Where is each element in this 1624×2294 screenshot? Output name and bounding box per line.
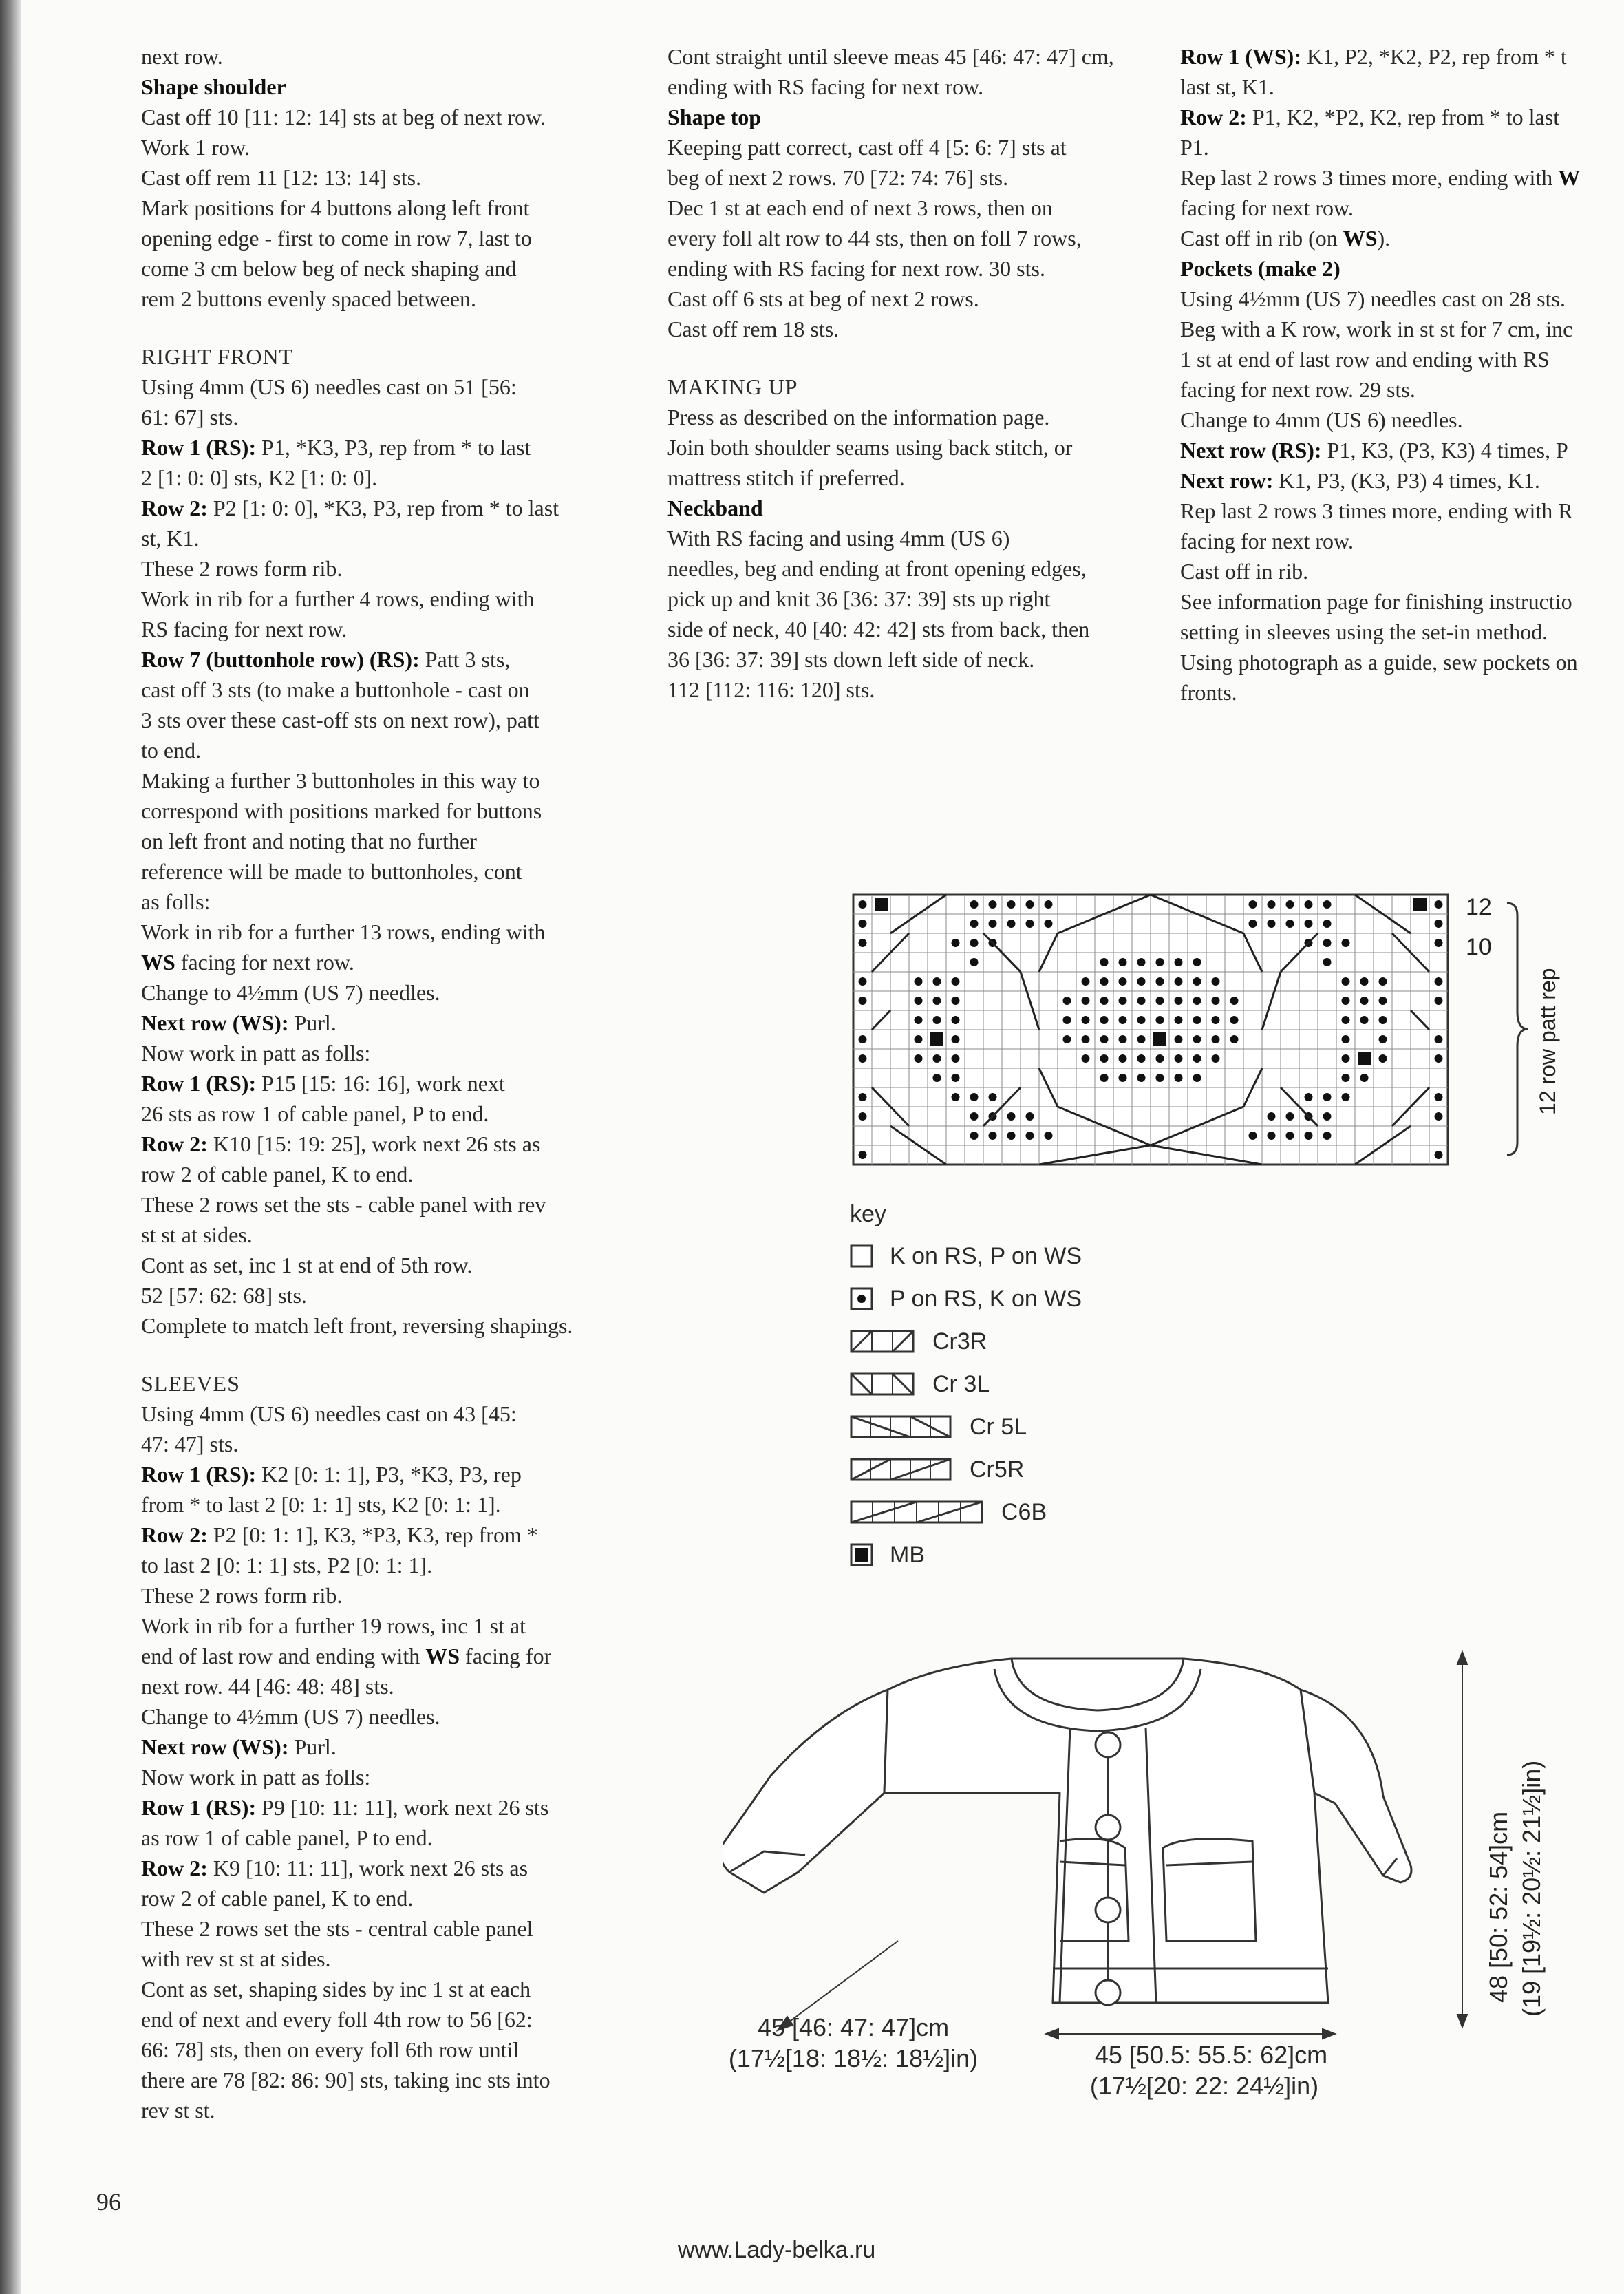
purl-stitch bbox=[1268, 900, 1276, 909]
purl-stitch bbox=[1007, 1132, 1016, 1140]
purl-stitch bbox=[1119, 1074, 1127, 1082]
purl-stitch bbox=[1323, 958, 1332, 966]
purl-stitch bbox=[1026, 1132, 1034, 1140]
rf-patt-row-2: Row 2: K10 [15: 19: 25], work next 26 sts as row 2 of cable panel, K to end. bbox=[141, 1132, 541, 1187]
purl-stitch bbox=[1156, 1074, 1164, 1082]
purl-stitch bbox=[1193, 1054, 1201, 1063]
making-up-text: Press as described on the information page. Join both shoulder seams using back stitch, or mattress stitch if preferred. bbox=[667, 405, 1073, 490]
purl-stitch bbox=[1156, 1016, 1164, 1024]
purl-stitch bbox=[1137, 1016, 1146, 1024]
sleeve-cont: Cont straight until sleeve meas 45 [46: 47: 47] cm, ending with RS facing for next row. bbox=[667, 44, 1114, 99]
key-item-mb bbox=[850, 1533, 1194, 1576]
text-line: come 3 cm below beg of neck shaping and bbox=[141, 256, 517, 281]
purl-stitch bbox=[1268, 920, 1276, 928]
heading-neckband: Neckband bbox=[667, 496, 763, 520]
rf-buttonholes: Making a further 3 buttonholes in this way to correspond with positions marked for buttons on left front and noting that no further reference will be made to buttonholes, cont as folls: bbox=[141, 768, 542, 914]
purl-stitch bbox=[952, 997, 960, 1005]
rf-rib-1: These 2 rows form rib. bbox=[141, 556, 343, 581]
purl-stitch bbox=[1268, 1112, 1276, 1121]
purl-stitch bbox=[952, 1074, 960, 1082]
purl-stitch bbox=[1435, 1112, 1443, 1121]
pockets-text: Using 4½mm (US 7) needles cast on 28 sts. Beg with a K row, work in st st for 7 cm, inc 1 st at end of last row and ending with RS facing for next row. 29 sts. Change to 4mm (US 6) needles. bbox=[1180, 286, 1573, 432]
purl-stitch bbox=[1193, 997, 1201, 1005]
key-label: MB bbox=[890, 1541, 925, 1568]
key-item-knit bbox=[850, 1235, 1194, 1277]
purl-stitch bbox=[1082, 1016, 1090, 1024]
pockets-end: Rep last 2 rows 3 times more, ending with R facing for next row. Cast off in rib. See information page for finishing instructio setting in sleeves using the set-in method. Using photograph as a guide, sew pockets on fronts. bbox=[1180, 498, 1578, 705]
neckband-text: With RS facing and using 4mm (US 6) needles, beg and ending at front opening edges, pick up and knit 36 [36: 37: 39] sts up right side of neck, 40 [40: 42: 42] sts from back, then 36 [36: 37: 39] sts down left side of neck. 112 [112: 116: 120] sts. bbox=[667, 526, 1090, 702]
purl-stitch bbox=[1360, 977, 1369, 986]
purl-stitch bbox=[1212, 977, 1220, 986]
key-item-c6b bbox=[850, 1491, 1194, 1533]
rf-row-1: Row 1 (RS): P1, *K3, P3, rep from * to last 2 [1: 0: 0] sts, K2 [1: 0: 0]. bbox=[141, 435, 531, 490]
purl-stitch bbox=[1193, 1074, 1201, 1082]
purl-stitch bbox=[1175, 1016, 1183, 1024]
rf-complete: Complete to match left front, reversing shapings. bbox=[141, 1313, 573, 1338]
purl-stitch bbox=[1082, 977, 1090, 986]
purl-stitch bbox=[1156, 977, 1164, 986]
purl-stitch bbox=[970, 1112, 979, 1121]
purl-stitch bbox=[1323, 1132, 1332, 1140]
key-label: Cr 3L bbox=[932, 1370, 990, 1397]
purl-stitch bbox=[933, 977, 941, 986]
purl-stitch bbox=[1249, 900, 1257, 909]
purl-stitch bbox=[1137, 1054, 1146, 1063]
purl-stitch bbox=[1435, 900, 1443, 909]
bobble-stitch bbox=[930, 1032, 943, 1046]
purl-stitch bbox=[859, 977, 867, 986]
sl-row-1: Row 1 (RS): K2 [0: 1: 1], P3, *K3, P3, rep from * to last 2 [0: 1: 1] sts, K2 [0: 1: 1]. bbox=[141, 1462, 522, 1517]
purl-stitch bbox=[1230, 997, 1239, 1005]
purl-stitch bbox=[1193, 977, 1201, 986]
purl-stitch bbox=[1119, 1054, 1127, 1063]
purl-stitch bbox=[915, 977, 923, 986]
purl-stitch bbox=[1119, 997, 1127, 1005]
book-binding-shadow bbox=[0, 0, 21, 2294]
purl-stitch bbox=[1323, 1093, 1332, 1101]
button bbox=[1096, 1980, 1120, 2005]
purl-stitch bbox=[933, 1074, 941, 1082]
width-cm-label: 45 [50.5: 55.5: 62]cm bbox=[1094, 2041, 1328, 2069]
purl-stitch bbox=[1137, 1074, 1146, 1082]
purl-stitch bbox=[952, 977, 960, 986]
purl-stitch bbox=[1100, 997, 1109, 1005]
purl-stitch bbox=[915, 1054, 923, 1063]
purl-stitch bbox=[1435, 920, 1443, 928]
sl-patt-row-2: Row 2: K9 [10: 11: 11], work next 26 sts as row 2 of cable panel, K to end. bbox=[141, 1856, 528, 1911]
chart-key bbox=[850, 1201, 1194, 1576]
purl-stitch bbox=[1100, 1016, 1109, 1024]
purl-stitch bbox=[1286, 1112, 1294, 1121]
cr3r-symbol-icon bbox=[850, 1330, 916, 1353]
purl-stitch bbox=[1063, 997, 1071, 1005]
key-label: K on RS, P on WS bbox=[890, 1242, 1082, 1269]
purl-stitch bbox=[1379, 1016, 1387, 1024]
purl-stitch bbox=[1323, 939, 1332, 947]
arrowhead bbox=[1046, 2029, 1058, 2039]
purl-stitch bbox=[1175, 958, 1183, 966]
text-line: opening edge - first to come in row 7, last to bbox=[141, 226, 532, 251]
key-title: key bbox=[850, 1201, 886, 1227]
purl-stitch bbox=[989, 1132, 997, 1140]
bobble-stitch bbox=[1358, 1052, 1371, 1065]
purl-stitch bbox=[970, 939, 979, 947]
purl-stitch bbox=[1305, 920, 1313, 928]
purl-stitch bbox=[1379, 1054, 1387, 1063]
sl-next-row: Next row (WS): Purl. bbox=[141, 1734, 336, 1759]
heading-making-up: MAKING UP bbox=[667, 374, 798, 399]
rf-next-row: Next row (WS): Purl. bbox=[141, 1010, 336, 1035]
purl-stitch bbox=[970, 958, 979, 966]
purl-stitch bbox=[1175, 1054, 1183, 1063]
purl-stitch bbox=[915, 1016, 923, 1024]
purl-stitch bbox=[989, 900, 997, 909]
purl-stitch bbox=[1230, 1016, 1239, 1024]
sleeve-cm-label: 45 [46: 47: 47]cm bbox=[757, 2013, 950, 2041]
pk-next-row-2: Next row: K1, P3, (K3, P3) 4 times, K1. bbox=[1180, 468, 1540, 493]
purl-stitch bbox=[1119, 1016, 1127, 1024]
purl-stitch bbox=[1360, 997, 1369, 1005]
purl-stitch bbox=[970, 1132, 979, 1140]
purl-stitch bbox=[970, 1093, 979, 1101]
purl-stitch bbox=[1435, 1035, 1443, 1043]
nb-row-1: Row 1 (WS): K1, P2, *K2, P2, rep from * t last st, K1. bbox=[1180, 44, 1567, 99]
footer-url: www.Lady-belka.ru bbox=[678, 2237, 876, 2263]
page-number: 96 bbox=[96, 2188, 121, 2216]
pk-next-row-1: Next row (RS): P1, K3, (P3, K3) 4 times, P bbox=[1180, 438, 1568, 463]
purl-stitch bbox=[1100, 1035, 1109, 1043]
c6b-symbol-icon bbox=[850, 1500, 985, 1524]
purl-stitch bbox=[1137, 977, 1146, 986]
rf-set: These 2 rows set the sts - cable panel with rev st st at sides. bbox=[141, 1192, 546, 1247]
knit-symbol-icon bbox=[850, 1244, 873, 1268]
cr5l-symbol-icon bbox=[850, 1415, 953, 1438]
key-item-cr5l bbox=[850, 1405, 1194, 1448]
purl-stitch bbox=[1230, 1035, 1239, 1043]
key-item-cr3r bbox=[850, 1320, 1194, 1363]
purl-stitch bbox=[859, 997, 867, 1005]
text-line: Cast off rem 11 [12: 13: 14] sts. bbox=[141, 165, 422, 190]
purl-stitch bbox=[915, 1035, 923, 1043]
purl-stitch bbox=[859, 939, 867, 947]
key-label: Cr5R bbox=[970, 1456, 1025, 1483]
nb-row-2: Row 2: P1, K2, *P2, K2, rep from * to last P1. bbox=[1180, 105, 1560, 160]
purl-stitch bbox=[952, 939, 960, 947]
purl-stitch bbox=[859, 900, 867, 909]
arrowhead bbox=[1457, 2015, 1467, 2027]
nb-rep: Rep last 2 rows 3 times more, ending with W facing for next row. bbox=[1180, 165, 1581, 220]
length-cm-label: 48 [50: 52: 54]cm bbox=[1484, 1811, 1513, 2003]
purl-stitch bbox=[1305, 900, 1313, 909]
purl-stitch bbox=[1268, 1132, 1276, 1140]
purl-stitch bbox=[1007, 900, 1016, 909]
rf-cast-on: Using 4mm (US 6) needles cast on 51 [56: 61: 67] sts. bbox=[141, 374, 517, 429]
chart-repeat-label: 12 row patt rep bbox=[1535, 968, 1560, 1115]
purl-stitch bbox=[989, 920, 997, 928]
purl-stitch bbox=[859, 1093, 867, 1101]
purl-stitch bbox=[1175, 997, 1183, 1005]
heading-sleeves: SLEEVES bbox=[141, 1371, 240, 1396]
key-item-purl bbox=[850, 1277, 1194, 1320]
rf-rib-13: Work in rib for a further 13 rows, ending with WS facing for next row. bbox=[141, 920, 546, 975]
purl-stitch bbox=[1342, 1054, 1350, 1063]
purl-stitch bbox=[1360, 1074, 1369, 1082]
shape-top-text: Keeping patt correct, cast off 4 [5: 6: 7] sts at beg of next 2 rows. 70 [72: 74: 76] sts. Dec 1 st at each end of next 3 rows, then on every foll alt row to 44 sts, then on foll 7 rows, ending with RS facing for next row. 30 sts. Cast off 6 sts at beg of next 2 rows. Cast off rem 18 sts. bbox=[667, 135, 1082, 341]
purl-stitch bbox=[989, 1093, 997, 1101]
text-line: Work 1 row. bbox=[141, 135, 250, 160]
text-line: Cast off 10 [11: 12: 14] sts at beg of next row. bbox=[141, 105, 546, 129]
key-item-cr3l bbox=[850, 1363, 1194, 1405]
key-label: P on RS, K on WS bbox=[890, 1285, 1082, 1312]
purl-stitch bbox=[1212, 1016, 1220, 1024]
length-in-label: (19 [19½: 20½: 21½]in) bbox=[1517, 1760, 1546, 2017]
purl-stitch bbox=[1026, 900, 1034, 909]
chart-grid bbox=[853, 895, 1448, 1165]
rf-patt: Now work in patt as folls: bbox=[141, 1041, 371, 1065]
purl-stitch bbox=[1063, 1016, 1071, 1024]
sl-set: These 2 rows set the sts - central cable panel with rev st st at sides. bbox=[141, 1916, 533, 1971]
purl-stitch bbox=[1156, 958, 1164, 966]
purl-stitch bbox=[1007, 920, 1016, 928]
purl-stitch bbox=[1342, 1093, 1350, 1101]
purl-stitch bbox=[933, 1016, 941, 1024]
purl-stitch bbox=[1249, 1132, 1257, 1140]
arrowhead bbox=[1457, 1652, 1467, 1664]
purl-stitch bbox=[859, 1054, 867, 1063]
purl-stitch bbox=[952, 1016, 960, 1024]
purl-stitch bbox=[1175, 1035, 1183, 1043]
arrowhead bbox=[1323, 2029, 1335, 2039]
heading-shape-top: Shape top bbox=[667, 105, 762, 129]
bobble-stitch bbox=[1413, 898, 1427, 911]
purl-stitch bbox=[952, 1035, 960, 1043]
purl-stitch bbox=[1137, 997, 1146, 1005]
text-line: Mark positions for 4 buttons along left front bbox=[141, 195, 530, 220]
purl-stitch bbox=[1193, 1035, 1201, 1043]
purl-stitch bbox=[1175, 1074, 1183, 1082]
purl-stitch bbox=[1137, 958, 1146, 966]
purl-stitch bbox=[859, 1151, 867, 1159]
key-label: C6B bbox=[1001, 1498, 1047, 1525]
purl-stitch bbox=[1082, 1054, 1090, 1063]
chart-row-label-12: 12 bbox=[1466, 894, 1492, 920]
button bbox=[1096, 1898, 1120, 1922]
purl-stitch bbox=[1435, 1151, 1443, 1159]
purl-stitch bbox=[1212, 1054, 1220, 1063]
purl-stitch bbox=[1175, 977, 1183, 986]
purl-stitch bbox=[1249, 920, 1257, 928]
purl-stitch bbox=[1342, 977, 1350, 986]
purl-stitch bbox=[1045, 920, 1053, 928]
cable-panel-chart bbox=[846, 888, 1590, 1191]
chart-row-label-10: 10 bbox=[1466, 934, 1492, 960]
purl-stitch bbox=[952, 1054, 960, 1063]
purl-stitch bbox=[1435, 1093, 1443, 1101]
purl-stitch bbox=[1193, 958, 1201, 966]
text-line: rem 2 buttons evenly spaced between. bbox=[141, 286, 476, 311]
heading-pockets: Pockets (make 2) bbox=[1180, 256, 1340, 281]
sl-change-needles: Change to 4½mm (US 7) needles. bbox=[141, 1704, 440, 1729]
rf-cont: Cont as set, inc 1 st at end of 5th row. 52 [57: 62: 68] sts. bbox=[141, 1253, 473, 1308]
cr5r-symbol-icon bbox=[850, 1458, 953, 1481]
purl-stitch bbox=[1342, 1074, 1350, 1082]
purl-stitch bbox=[952, 1093, 960, 1101]
purl-stitch bbox=[1082, 1035, 1090, 1043]
purl-symbol-icon bbox=[850, 1287, 873, 1310]
purl-stitch bbox=[859, 920, 867, 928]
purl-stitch bbox=[1045, 900, 1053, 909]
purl-stitch bbox=[1063, 1035, 1071, 1043]
purl-stitch bbox=[1286, 900, 1294, 909]
purl-stitch bbox=[1100, 958, 1109, 966]
key-item-cr5r bbox=[850, 1448, 1194, 1491]
column-1 bbox=[141, 41, 637, 2125]
purl-stitch bbox=[1379, 1035, 1387, 1043]
heading-right-front: RIGHT FRONT bbox=[141, 344, 294, 369]
purl-stitch bbox=[1342, 1035, 1350, 1043]
column-2 bbox=[667, 41, 1149, 705]
bobble-stitch bbox=[1153, 1032, 1166, 1046]
purl-stitch bbox=[1156, 997, 1164, 1005]
purl-stitch bbox=[1435, 1054, 1443, 1063]
rf-rib-2: Work in rib for a further 4 rows, ending with RS facing for next row. bbox=[141, 586, 535, 641]
purl-stitch bbox=[1026, 1112, 1034, 1121]
sl-cast-on: Using 4mm (US 6) needles cast on 43 [45: 47: 47] sts. bbox=[141, 1401, 517, 1456]
purl-stitch bbox=[1007, 1112, 1016, 1121]
sleeve-in-label: (17½[18: 18½: 18½]in) bbox=[728, 2044, 979, 2072]
purl-stitch bbox=[1323, 900, 1332, 909]
purl-stitch bbox=[1342, 1016, 1350, 1024]
purl-stitch bbox=[1305, 1132, 1313, 1140]
purl-stitch bbox=[1379, 977, 1387, 986]
nb-cast-off: Cast off in rib (on WS). bbox=[1180, 226, 1391, 251]
purl-stitch bbox=[933, 1054, 941, 1063]
rf-change-needles: Change to 4½mm (US 7) needles. bbox=[141, 980, 440, 1005]
purl-stitch bbox=[1119, 977, 1127, 986]
purl-stitch bbox=[859, 1035, 867, 1043]
purl-stitch bbox=[933, 997, 941, 1005]
purl-stitch bbox=[1026, 920, 1034, 928]
column-3 bbox=[1180, 41, 1624, 708]
purl-stitch bbox=[1286, 1132, 1294, 1140]
purl-stitch bbox=[1323, 920, 1332, 928]
purl-stitch bbox=[1342, 997, 1350, 1005]
purl-stitch bbox=[1435, 977, 1443, 986]
purl-stitch bbox=[1193, 1016, 1201, 1024]
bobble-stitch bbox=[875, 898, 888, 911]
purl-stitch bbox=[1156, 1054, 1164, 1063]
repeat-brace bbox=[1507, 903, 1528, 1155]
cr3l-symbol-icon bbox=[850, 1372, 916, 1396]
rf-row-2: Row 2: P2 [1: 0: 0], *K3, P3, rep from * to last st, K1. bbox=[141, 496, 559, 551]
purl-stitch bbox=[915, 997, 923, 1005]
purl-stitch bbox=[1137, 1035, 1146, 1043]
purl-stitch bbox=[1045, 1132, 1053, 1140]
sl-rib-2: Work in rib for a further 19 rows, inc 1 st at end of last row and ending with WS facing for next row. 44 [46: 48: 48] sts. bbox=[141, 1613, 552, 1699]
purl-stitch bbox=[1082, 997, 1090, 1005]
purl-stitch bbox=[1305, 1093, 1313, 1101]
key-label: Cr3R bbox=[932, 1328, 987, 1355]
purl-stitch bbox=[1435, 997, 1443, 1005]
purl-stitch bbox=[1100, 977, 1109, 986]
purl-stitch bbox=[1379, 997, 1387, 1005]
width-in-label: (17½[20: 22: 24½]in) bbox=[1089, 2072, 1319, 2100]
purl-stitch bbox=[1119, 958, 1127, 966]
purl-stitch bbox=[1100, 1054, 1109, 1063]
rf-patt-row-1: Row 1 (RS): P15 [15: 16: 16], work next 26 sts as row 1 of cable panel, P to end. bbox=[141, 1071, 505, 1126]
sl-patt: Now work in patt as folls: bbox=[141, 1765, 371, 1789]
sl-row-2: Row 2: P2 [0: 1: 1], K3, *P3, K3, rep from * to last 2 [0: 1: 1] sts, P2 [0: 1: 1]. bbox=[141, 1522, 538, 1578]
purl-stitch bbox=[970, 900, 979, 909]
purl-stitch bbox=[1342, 939, 1350, 947]
purl-stitch bbox=[859, 1112, 867, 1121]
purl-stitch bbox=[1212, 1035, 1220, 1043]
key-label: Cr 5L bbox=[970, 1413, 1027, 1440]
purl-stitch bbox=[970, 920, 979, 928]
purl-stitch bbox=[1100, 1074, 1109, 1082]
sl-patt-row-1: Row 1 (RS): P9 [10: 11: 11], work next 26 sts as row 1 of cable panel, P to end. bbox=[141, 1795, 549, 1850]
sl-rib-1: These 2 rows form rib. bbox=[141, 1583, 343, 1608]
sl-cont: Cont as set, shaping sides by inc 1 st at each end of next and every foll 4th row to 56 [62: 66: 78] sts, then on every foll 6th row until there are 78 [82: 86: 90] sts, taking inc sts into rev st st. bbox=[141, 1977, 551, 2123]
purl-stitch bbox=[1212, 997, 1220, 1005]
purl-stitch bbox=[1435, 939, 1443, 947]
purl-stitch bbox=[1119, 1035, 1127, 1043]
make-bobble-symbol-icon bbox=[850, 1543, 873, 1566]
rf-row-7: Row 7 (buttonhole row) (RS): Patt 3 sts, cast off 3 sts (to make a buttonhole - cast on 3 sts over these cast-off sts on next row), patt to end. bbox=[141, 647, 539, 763]
purl-stitch bbox=[1360, 1016, 1369, 1024]
purl-stitch bbox=[1323, 1112, 1332, 1121]
text-line: next row. bbox=[141, 44, 223, 69]
button bbox=[1096, 1732, 1120, 1757]
purl-stitch bbox=[1286, 920, 1294, 928]
heading-shape-shoulder: Shape shoulder bbox=[141, 74, 286, 99]
button bbox=[1096, 1815, 1120, 1840]
